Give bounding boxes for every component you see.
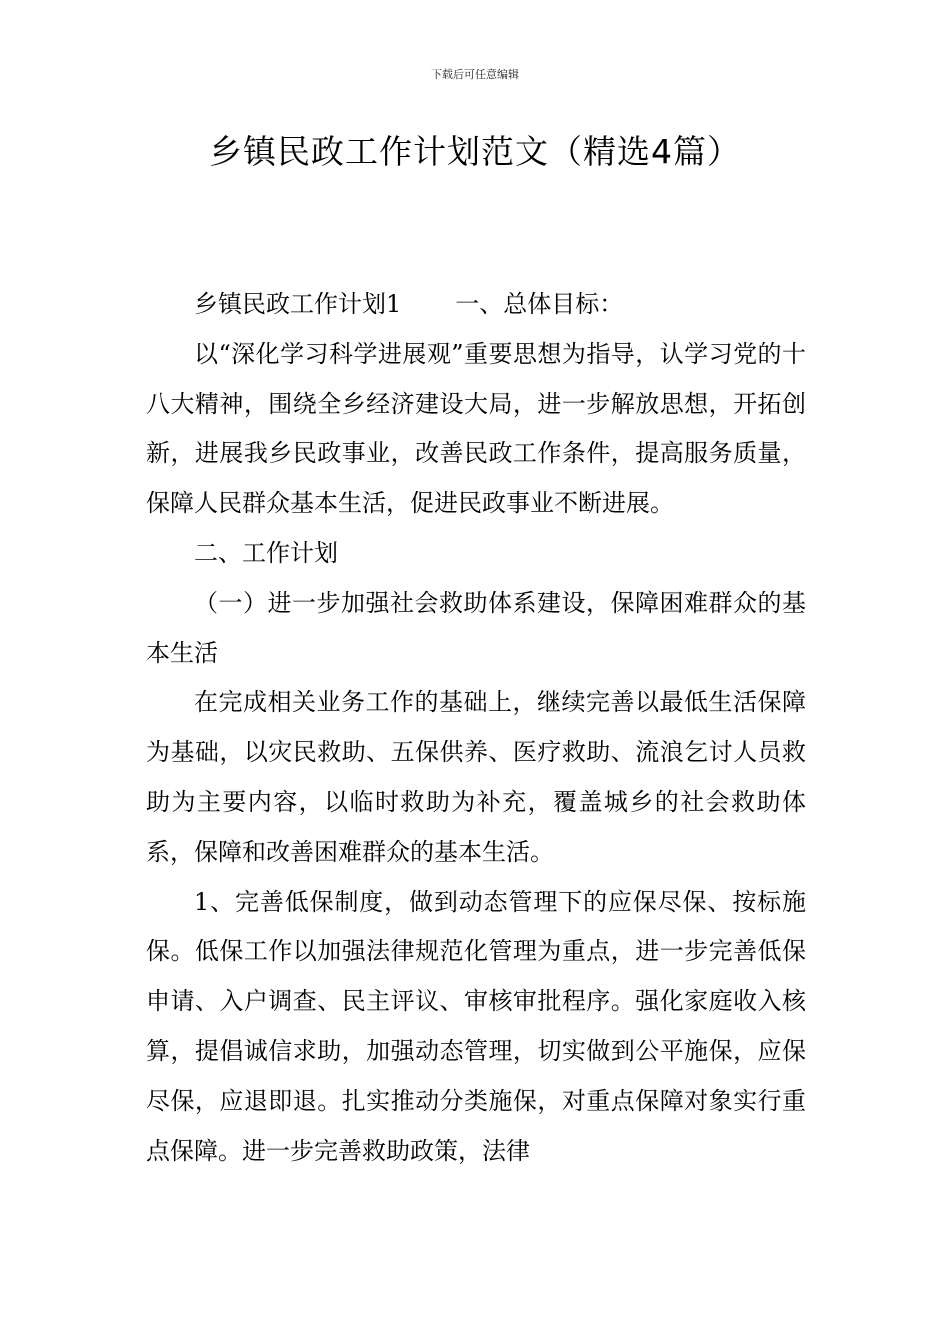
section-label: 乡镇民政工作计划1 xyxy=(194,290,402,318)
paragraph-assistance-system: 在完成相关业务工作的基础上，继续完善以最低生活保障为基础，以灾民救助、五保供养、医疗救助、流浪乞讨人员救助为主要内容，以临时救助为补充，覆盖城乡的社会救助体系，保障和改善困难群众的基本生活。 xyxy=(146,688,806,866)
heading-overall-goal: 一、总体目标： xyxy=(455,290,624,318)
document-title: 乡镇民政工作计划范文（精选4篇） xyxy=(209,132,741,171)
subheading-social-assistance: （一）进一步加强社会救助体系建设，保障困难群众的基本生活 xyxy=(146,588,806,667)
paragraph-low-income-guarantee: 1、完善低保制度，做到动态管理下的应保尽保、按标施保。低保工作以加强法律规范化管理为重点，进一步完善低保申请、入户调查、民主评议、审核审批程序。强化家庭收入核算，提倡诚信求助，加强动态管理，切实做到公平施保，应保尽保，应退即退。扎实推动分类施保，对重点保障对象实行重点保障。进一步完善救助政策，法律 xyxy=(146,887,806,1165)
section-intro-line xyxy=(146,280,806,330)
download-note: 下载后可任意编辑 xyxy=(431,68,519,81)
paragraph-guiding-principle: 以“深化学习科学进展观”重要思想为指导，认学习党的十八大精神，围绕全乡经济建设大局，进一步解放思想，开拓创新，进展我乡民政事业，改善民政工作条件，提高服务质量，保障人民群众基本生活，促进民政事业不断进展。 xyxy=(146,339,806,518)
document-body xyxy=(146,280,806,1176)
heading-work-plan: 二、工作计划 xyxy=(194,538,338,567)
